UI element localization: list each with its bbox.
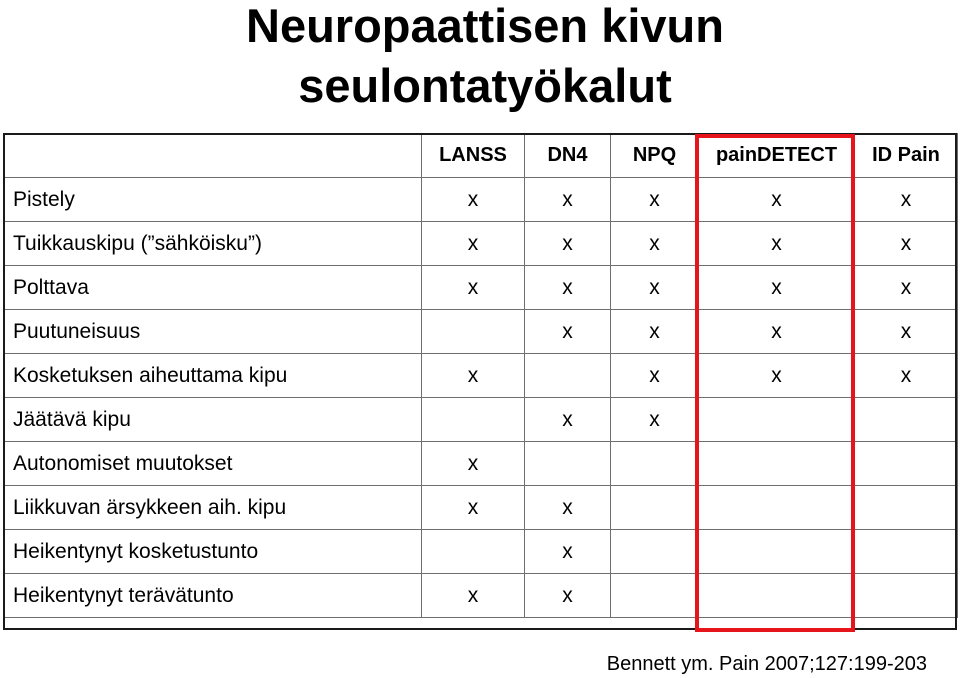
cell-mark: x	[422, 442, 525, 486]
cell-mark	[855, 442, 958, 486]
row-label: Kosketuksen aiheuttama kipu	[4, 354, 422, 398]
cell-mark: x	[699, 266, 855, 310]
row-label: Jäätävä kipu	[4, 398, 422, 442]
cell-mark: x	[422, 178, 525, 222]
cell-mark: x	[422, 486, 525, 530]
cell-mark: x	[699, 354, 855, 398]
row-label: Heikentynyt kosketustunto	[4, 530, 422, 574]
cell-mark	[611, 530, 699, 574]
cell-mark: x	[525, 574, 611, 618]
screening-tools-table	[3, 133, 958, 618]
cell-mark	[611, 486, 699, 530]
cell-mark: x	[422, 354, 525, 398]
table-row	[4, 354, 958, 398]
page-title-line-2: seulontatyökalut	[298, 59, 672, 112]
cell-mark: x	[422, 574, 525, 618]
cell-mark	[525, 354, 611, 398]
cell-mark: x	[422, 222, 525, 266]
cell-mark: x	[525, 398, 611, 442]
cell-mark: x	[611, 222, 699, 266]
cell-mark: x	[525, 530, 611, 574]
cell-mark	[422, 398, 525, 442]
table-row	[4, 530, 958, 574]
table-row	[4, 310, 958, 354]
row-label: Puutuneisuus	[4, 310, 422, 354]
cell-mark: x	[525, 310, 611, 354]
cell-mark	[699, 530, 855, 574]
header-paindetect: painDETECT	[699, 134, 855, 178]
cell-mark: x	[611, 398, 699, 442]
table-body	[4, 178, 958, 618]
cell-mark	[611, 442, 699, 486]
cell-mark: x	[525, 178, 611, 222]
cell-mark	[699, 574, 855, 618]
cell-mark: x	[699, 222, 855, 266]
citation: Bennett ym. Pain 2007;127:199-203	[606, 653, 927, 675]
cell-mark: x	[611, 266, 699, 310]
cell-mark: x	[699, 178, 855, 222]
cell-mark	[525, 442, 611, 486]
cell-mark: x	[855, 222, 958, 266]
cell-mark: x	[855, 266, 958, 310]
table-row	[4, 486, 958, 530]
cell-mark: x	[699, 310, 855, 354]
table-header-row	[4, 134, 958, 178]
header-lanss: LANSS	[422, 134, 525, 178]
header-dn4: DN4	[525, 134, 611, 178]
cell-mark	[422, 310, 525, 354]
cell-mark: x	[855, 178, 958, 222]
header-npq: NPQ	[611, 134, 699, 178]
header-empty	[4, 134, 422, 178]
cell-mark	[699, 398, 855, 442]
row-label: Heikentynyt terävätunto	[4, 574, 422, 618]
table-row	[4, 398, 958, 442]
cell-mark	[699, 442, 855, 486]
row-label: Tuikkauskipu (”sähköisku”)	[4, 222, 422, 266]
table-row	[4, 442, 958, 486]
table-row	[4, 574, 958, 618]
cell-mark: x	[525, 222, 611, 266]
cell-mark: x	[855, 310, 958, 354]
cell-mark: x	[855, 354, 958, 398]
table-row	[4, 266, 958, 310]
cell-mark	[855, 530, 958, 574]
row-label: Polttava	[4, 266, 422, 310]
cell-mark	[855, 574, 958, 618]
row-label: Liikkuvan ärsykkeen aih. kipu	[4, 486, 422, 530]
row-label: Pistely	[4, 178, 422, 222]
cell-mark	[699, 486, 855, 530]
table-row	[4, 178, 958, 222]
cell-mark: x	[525, 486, 611, 530]
cell-mark	[611, 574, 699, 618]
cell-mark	[422, 530, 525, 574]
cell-mark	[855, 486, 958, 530]
header-id-pain: ID Pain	[855, 134, 958, 178]
page-title-line-1: Neuropaattisen kivun	[246, 0, 724, 52]
cell-mark: x	[611, 354, 699, 398]
cell-mark: x	[611, 178, 699, 222]
table-row	[4, 222, 958, 266]
cell-mark: x	[611, 310, 699, 354]
cell-mark: x	[422, 266, 525, 310]
cell-mark	[855, 398, 958, 442]
cell-mark: x	[525, 266, 611, 310]
row-label: Autonomiset muutokset	[4, 442, 422, 486]
